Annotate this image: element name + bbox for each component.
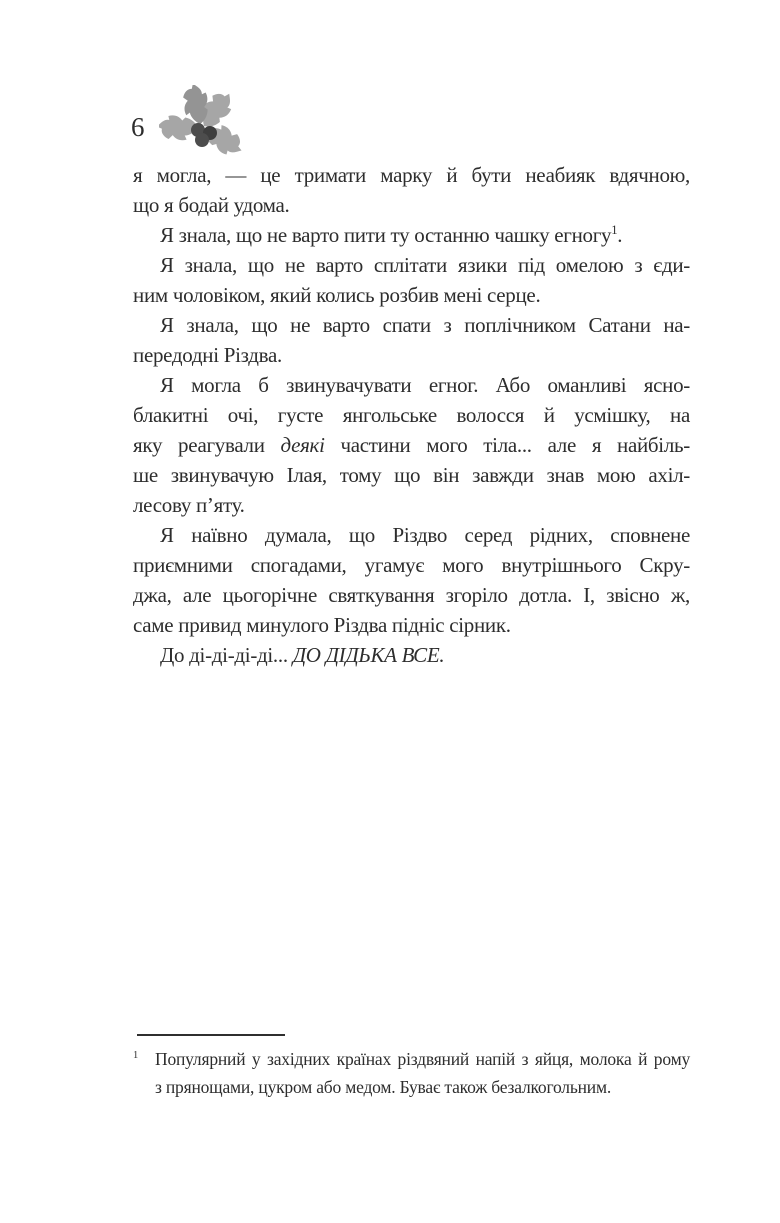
footnote-rule <box>137 1034 285 1036</box>
footnote <box>133 1045 690 1101</box>
paragraph <box>133 310 690 370</box>
text-line: що я бодай удома. <box>133 193 290 217</box>
footnote-area <box>133 1034 690 1101</box>
holly-icon <box>159 85 245 155</box>
body-text <box>133 160 690 670</box>
footnote-marker: 1 <box>133 1050 139 1062</box>
text-line: джа, але цьогорічне святкування згоріло дотла. І, звісно ж, <box>133 583 690 607</box>
text-line: лесову п’яту. <box>133 493 245 517</box>
text-line: я могла, — це тримати марку й бути неабияк вдячною, <box>133 163 690 187</box>
text-line: передодні Різдва. <box>133 343 282 367</box>
text-line: Я знала, що не варто спати з поплічником Сатани на- <box>160 313 690 337</box>
text-line: Я наївно думала, що Різдво серед рідних, сповнене <box>160 523 690 547</box>
text-line: Популярний у західних країнах різдвяний напій з яйця, молока й рому <box>155 1049 690 1069</box>
text-line: Я знала, що не варто пити ту останню чашку егногу$^1$. <box>160 223 623 247</box>
text-line: ним чоловіком, який колись розбив мені серце. <box>133 283 541 307</box>
text-line: з прянощами, цукром або медом. Буває також безалкогольним. <box>155 1077 611 1097</box>
page-header <box>131 84 245 156</box>
paragraph <box>133 160 690 220</box>
page-number: 6 <box>131 111 145 142</box>
text-line: яку реагували деякі частини мого тіла... але я найбіль- <box>133 433 690 457</box>
text-line: Я знала, що не варто сплітати язики під омелою з єди- <box>160 253 690 277</box>
footnote-text <box>155 1045 690 1101</box>
text-line: приємними спогадами, угамує мого внутрішнього Скру- <box>133 553 690 577</box>
paragraph <box>133 640 690 670</box>
paragraph <box>133 250 690 310</box>
paragraph <box>133 370 690 520</box>
text-line: саме привид минулого Різдва підніс сірник. <box>133 613 511 637</box>
paragraph <box>133 520 690 640</box>
paragraph <box>133 220 690 250</box>
text-line: Я могла б звинувачувати егног. Або оманливі ясно- <box>160 373 690 397</box>
text-line: ше звинувачую Ілая, тому що він завжди знав мою ахіл- <box>133 463 690 487</box>
text-line: блакитні очі, густе янгольське волосся й усмішку, на <box>133 403 690 427</box>
holly-berry <box>195 133 209 147</box>
text-line: До ді-ді-ді-ді... ДО ДІДЬКА ВСЕ. <box>160 643 445 667</box>
